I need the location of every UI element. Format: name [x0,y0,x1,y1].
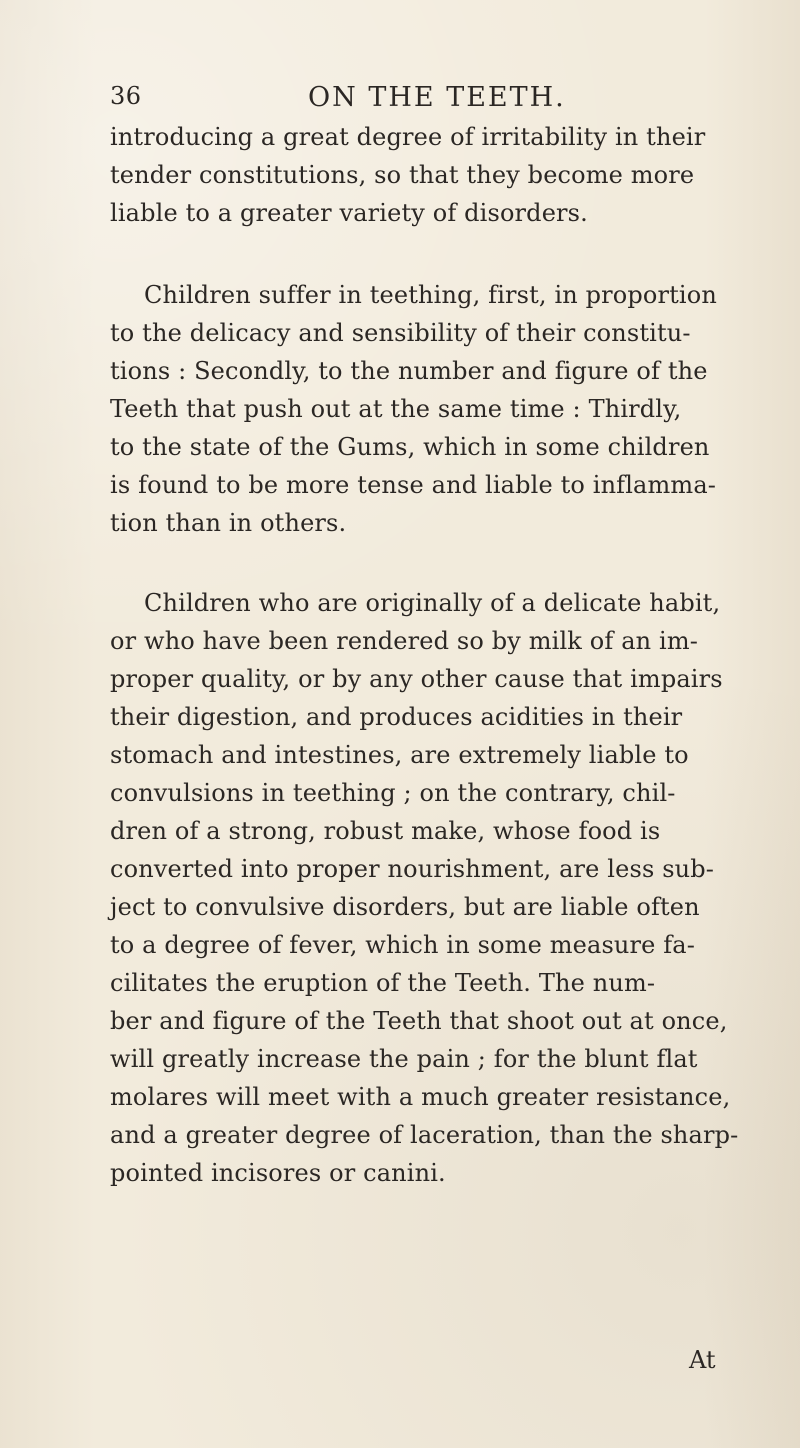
paragraph [110,118,765,232]
text-line: to the delicacy and sensibility of their constitu- [110,319,691,347]
paragraph [110,276,765,542]
text-line: Children suffer in teething, first, in proportion [144,281,717,309]
text-line: dren of a strong, robust make, whose food is [110,817,661,845]
page-number: 36 [110,82,142,110]
paragraph-gap [110,542,765,584]
text-line: pointed incisores or canini. [110,1159,446,1187]
text-line: to a degree of fever, which in some measure fa- [110,931,696,959]
text-line: their digestion, and produces acidities in their [110,703,683,731]
text-line: Children who are originally of a delicate habit, [144,589,721,617]
text-line: tender constitutions, so that they become more [110,161,695,189]
text-line: cilitates the eruption of the Teeth. The num- [110,969,656,997]
text-line: tion than in others. [110,509,347,537]
running-head: ON THE TEETH. [308,82,566,113]
text-line: will greatly increase the pain ; for the blunt flat [110,1045,698,1073]
text-line: is found to be more tense and liable to inflamma- [110,471,717,499]
text-line: convulsions in teething ; on the contrary, chil- [110,779,676,807]
text-line: and a greater degree of laceration, than the sharp- [110,1121,739,1149]
text-line: stomach and intestines, are extremely liable to [110,741,689,769]
page-body [110,118,765,1192]
text-line: ject to convulsive disorders, but are liable often [110,893,700,921]
text-line: converted into proper nourishment, are less sub- [110,855,715,883]
text-line: molares will meet with a much greater resistance, [110,1083,731,1111]
text-line: liable to a greater variety of disorders. [110,199,588,227]
paragraph [110,584,765,1192]
page-header [110,82,710,118]
text-line: proper quality, or by any other cause that impairs [110,665,723,693]
text-line: tions : Secondly, to the number and figure of the [110,357,708,385]
text-line: Teeth that push out at the same time : Thirdly, [110,395,682,423]
paragraph-gap [110,232,765,276]
catchword: At [689,1346,716,1374]
text-line: introducing a great degree of irritability in their [110,123,706,151]
text-line: to the state of the Gums, which in some children [110,433,710,461]
text-line: or who have been rendered so by milk of an im- [110,627,699,655]
text-line: ber and figure of the Teeth that shoot out at once, [110,1007,728,1035]
